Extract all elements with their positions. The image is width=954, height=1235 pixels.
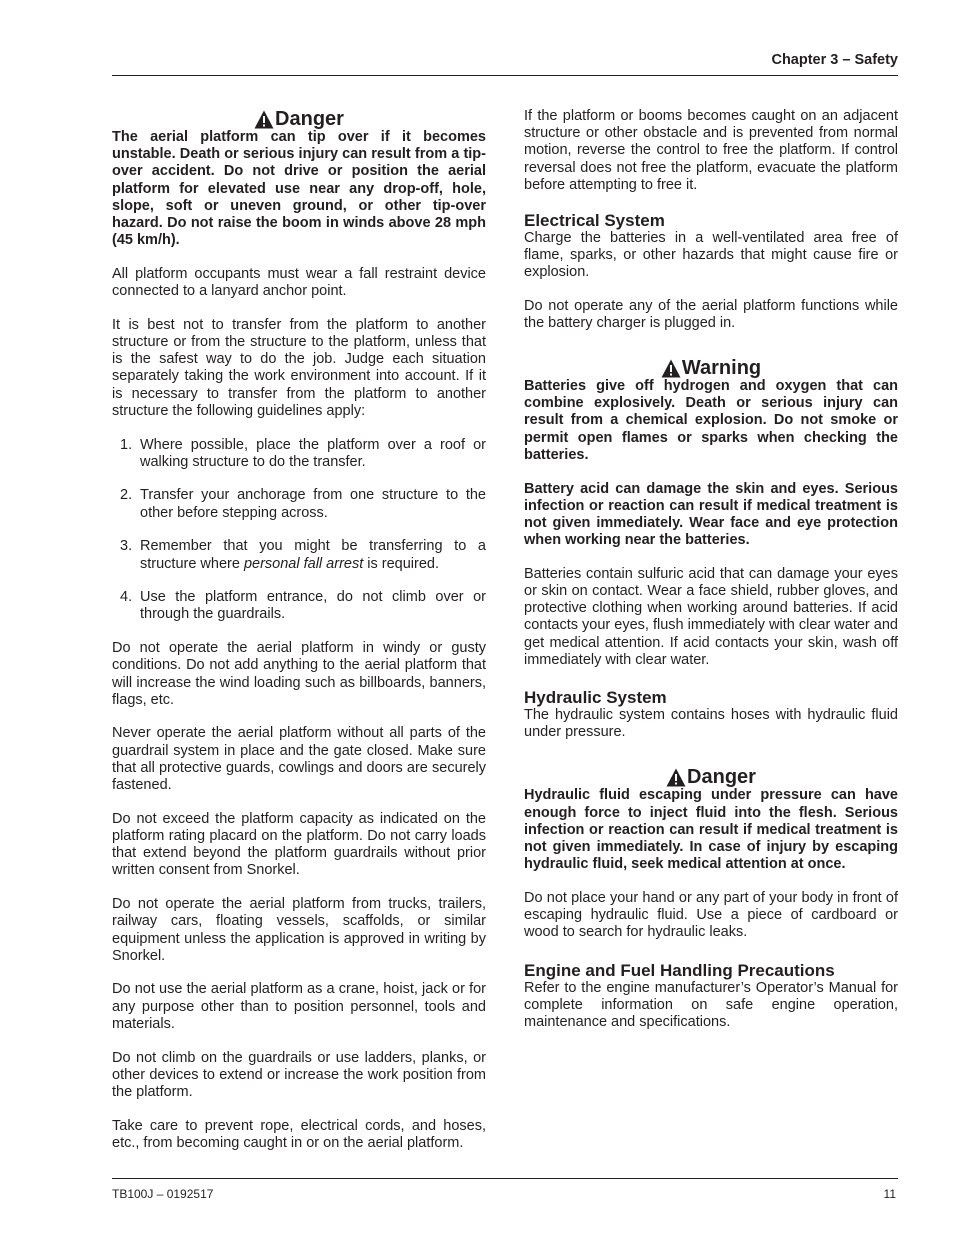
warning-triangle-icon	[254, 110, 274, 129]
list-text-after: is required.	[363, 555, 440, 572]
warning-text-hydrogen: Batteries give off hydrogen and oxygen that can combine explosively. Death or serious injury can result from a chemical explosion. Do not smoke or permit open flames or sparks when checking the batteries.	[524, 378, 898, 463]
list-item	[120, 487, 486, 521]
list-number: 4.	[120, 589, 133, 606]
warning-triangle-icon	[666, 768, 686, 787]
paragraph-sulfuric-acid: Batteries contain sulfuric acid that can damage your eyes or skin on contact. Wear a face shield, rubber gloves, and protective clothing when working around batteries. If acid contacts your eyes, flush immediately with clear water and get medical attention. If acid contacts your skin, wash off immediately with clear water.	[524, 565, 898, 668]
paragraph-rope: Take care to prevent rope, electrical cords, and hoses, etc., from becoming caught in or on the aerial platform.	[112, 1117, 486, 1151]
danger-text-tipover: The aerial platform can tip over if it becomes unstable. Death or serious injury can result from a tip-over accident. Do not drive or position the aerial platform for elevated use near any drop-off, hole, slope, soft or uneven ground, or other tip-over hazard. Do not raise the boom in winds above 28 mph (45 km/h).	[112, 129, 486, 249]
danger-text-hydraulic: Hydraulic fluid escaping under pressure can have enough force to inject fluid into the flesh. Serious infection or reaction can result if medical treatment is not given immediately. In case of injury by escaping hydraulic fluid, seek medical attention at once.	[524, 787, 898, 873]
page-number: 11	[883, 1187, 896, 1201]
list-number: 1.	[120, 436, 133, 453]
transfer-guidelines-list	[112, 437, 486, 624]
section-title-engine: Engine and Fuel Handling Precautions	[524, 960, 835, 980]
paragraph-leaks: Do not place your hand or any part of your body in front of escaping hydraulic fluid. Use a piece of cardboard or wood to search for hydraulic leaks.	[524, 890, 898, 941]
list-number: 2.	[120, 487, 133, 504]
section-title-electrical: Electrical System	[524, 210, 665, 230]
danger-title: Danger	[687, 766, 756, 789]
danger-heading	[112, 108, 486, 130]
danger-title: Danger	[275, 108, 344, 130]
paragraph-fall-restraint: All platform occupants must wear a fall restraint device connected to a lanyard anchor point.	[112, 265, 486, 300]
paragraph-wind: Do not operate the aerial platform in windy or gusty conditions. Do not add anything to the aerial platform that will increase the wind loading such as billboards, banners, flags, etc.	[112, 640, 486, 708]
paragraph-engine: Refer to the engine manufacturer’s Operator’s Manual for complete information on safe engine operation, maintenance and specifications.	[524, 979, 898, 1031]
footer-rule	[112, 1178, 898, 1179]
list-text: Transfer your anchorage from one structure to the other before stepping across.	[140, 487, 486, 521]
list-text: Use the platform entrance, do not climb over or through the guardrails.	[140, 589, 486, 623]
paragraph-crane: Do not use the aerial platform as a crane, hoist, jack or for any purpose other than to position personnel, tools and materials.	[112, 981, 486, 1032]
warning-triangle-icon	[661, 359, 681, 378]
list-text	[140, 538, 486, 572]
list-text-before: Remember that you might be transferring to a structure where	[140, 538, 486, 572]
section-title-hydraulic: Hydraulic System	[524, 688, 667, 708]
list-text: Where possible, place the platform over a roof or walking structure to do the transfer.	[140, 436, 486, 470]
paragraph-hydraulic: The hydraulic system contains hoses with hydraulic fluid under pressure.	[524, 707, 898, 741]
list-item	[120, 437, 486, 471]
list-text-emphasis: personal fall arrest	[243, 555, 364, 572]
list-item	[120, 538, 486, 572]
left-column	[112, 108, 486, 1169]
header-rule	[112, 75, 898, 76]
paragraph-guardrail: Never operate the aerial platform without all parts of the guardrail system in place and the gate closed. Make sure that all protective guards, cowlings and doors are securely fastened.	[112, 725, 486, 794]
paragraph-charger: Do not operate any of the aerial platform functions while the battery charger is plugged in.	[524, 297, 898, 331]
paragraph-caught: If the platform or booms becomes caught on an adjacent structure or other obstacle and is prevented from normal motion, reverse the control to free the platform. If control reversal does not free the platform, evacuate the platform before attempting to free it.	[524, 108, 898, 193]
right-column	[524, 108, 898, 1048]
warning-heading	[524, 357, 898, 379]
paragraph-ladders: Do not climb on the guardrails or use ladders, planks, or other devices to extend or increase the work position from the platform.	[112, 1049, 486, 1100]
list-item	[120, 589, 486, 623]
document-id: TB100J – 0192517	[112, 1187, 214, 1201]
paragraph-capacity: Do not exceed the platform capacity as indicated on the platform rating placard on the platform. Do not carry loads that extend beyond the platform guardrails without prior written consent from Snorkel.	[112, 810, 486, 879]
list-number: 3.	[120, 538, 133, 555]
paragraph-charge: Charge the batteries in a well-ventilated area free of flame, sparks, or other hazards that might cause fire or explosion.	[524, 229, 898, 280]
paragraph-trucks: Do not operate the aerial platform from trucks, trailers, railway cars, floating vessels, scaffolds, or similar equipment unless the application is approved in writing by Snorkel.	[112, 896, 486, 964]
paragraph-transfer: It is best not to transfer from the platform to another structure or from the structure to the platform, unless that is the safest way to do the job. Judge each situation separately taking the work environment into account. If it is necessary to transfer from the platform to another structure the following guidelines apply:	[112, 316, 486, 419]
danger-heading-hydraulic	[524, 766, 898, 788]
warning-text-acid: Battery acid can damage the skin and eyes. Serious infection or reaction can result if medical treatment is not given immediately. Wear face and eye protection when working near the batteries.	[524, 480, 898, 549]
warning-title: Warning	[681, 357, 762, 380]
chapter-header: Chapter 3 – Safety	[771, 52, 898, 68]
